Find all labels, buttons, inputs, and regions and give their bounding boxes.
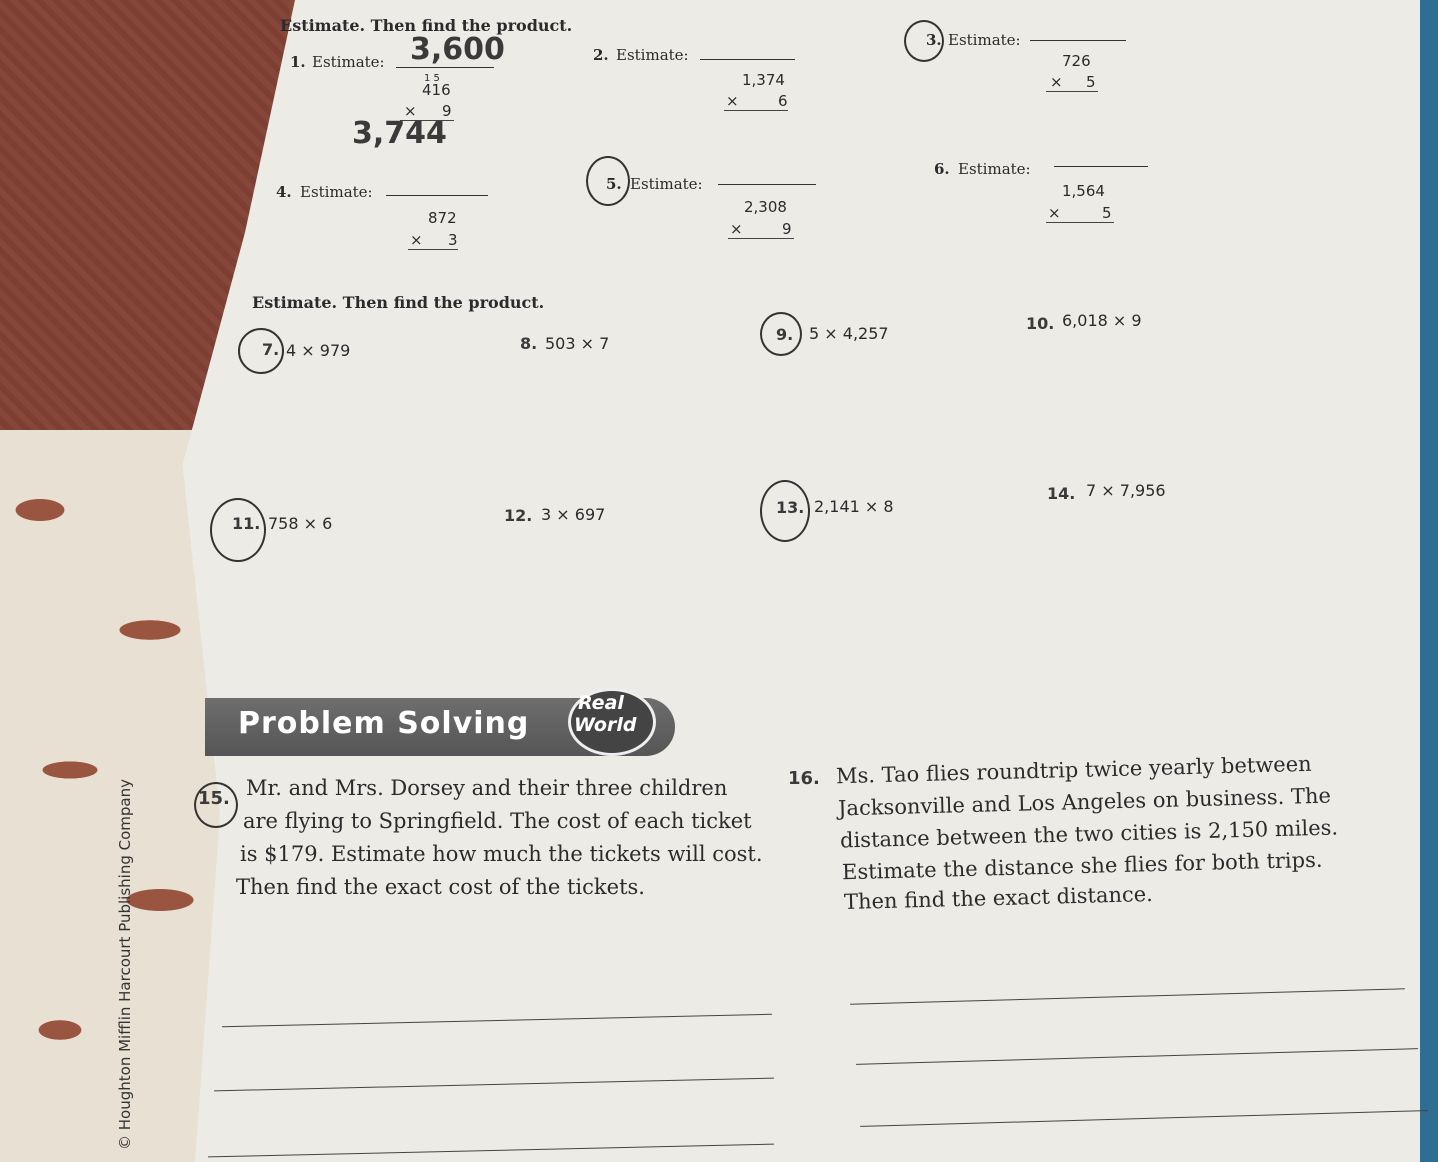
p2-times-sign: × — [726, 92, 739, 110]
p2-number: 2. — [593, 46, 609, 64]
copyright-notice: © Houghton Mifflin Harcourt Publishing Company — [116, 779, 134, 1150]
p1-multiplier: 9 — [442, 102, 452, 120]
p5-estimate-blank[interactable] — [718, 184, 816, 185]
real-world-badge-line2: World — [574, 714, 637, 736]
p16-line-2: Jacksonville and Los Angeles on business. The — [837, 783, 1332, 821]
p10-number: 10. — [1026, 314, 1055, 333]
p4-estimate-blank[interactable] — [386, 195, 488, 196]
section2-heading: Estimate. Then find the product. — [252, 293, 545, 312]
p12-number: 12. — [504, 506, 533, 525]
problem-solving-title: Problem Solving — [238, 706, 530, 741]
p12-expression: 3 × 697 — [541, 505, 606, 524]
p3-product-line — [1046, 91, 1098, 92]
p13-expression: 2,141 × 8 — [814, 497, 894, 516]
p3-estimate-blank[interactable] — [1030, 40, 1126, 41]
p5-number: 5. — [606, 175, 622, 193]
p3-number: 3. — [926, 31, 942, 49]
p2-product-line — [724, 110, 788, 111]
p5-estimate-label: Estimate: — [630, 175, 703, 193]
p16-line-1: Ms. Tao flies roundtrip twice yearly between — [835, 751, 1312, 789]
real-world-badge-line1: Real — [578, 692, 624, 714]
p11-number: 11. — [232, 514, 261, 533]
p6-multiplier: 5 — [1102, 204, 1112, 222]
p6-multiplicand: 1,564 — [1062, 182, 1105, 200]
p16-line-4: Estimate the distance she flies for both trips. — [841, 847, 1323, 885]
p11-expression: 758 × 6 — [268, 514, 333, 533]
p5-product-line — [728, 238, 794, 239]
p6-estimate-blank[interactable] — [1054, 166, 1148, 167]
p1-number: 1. — [290, 53, 306, 71]
p16-line-5: Then find the exact distance. — [843, 881, 1154, 915]
p10-expression: 6,018 × 9 — [1062, 311, 1142, 330]
p7-expression: 4 × 979 — [286, 341, 351, 360]
p6-product-line — [1046, 222, 1114, 223]
p1-multiplicand: 416 — [422, 81, 451, 99]
p15-number: 15. — [198, 788, 230, 809]
p6-times-sign: × — [1048, 204, 1061, 222]
p5-times-sign: × — [730, 220, 743, 238]
p3-multiplicand: 726 — [1062, 52, 1091, 70]
p4-product-line — [408, 249, 458, 250]
p1-carry-digits: 1 5 — [424, 73, 440, 84]
p14-expression: 7 × 7,956 — [1086, 481, 1166, 500]
p2-multiplicand: 1,374 — [742, 71, 785, 89]
p6-number: 6. — [934, 160, 950, 178]
p2-estimate-blank[interactable] — [700, 59, 795, 60]
p13-number: 13. — [776, 498, 805, 517]
p15-line-2: are flying to Springfield. The cost of each ticket — [243, 809, 752, 833]
p2-estimate-label: Estimate: — [616, 46, 689, 64]
p4-multiplier: 3 — [448, 231, 458, 249]
p1-times-sign: × — [404, 102, 417, 120]
p6-estimate-label: Estimate: — [958, 160, 1031, 178]
p15-line-4: Then find the exact cost of the tickets. — [236, 875, 645, 899]
worksheet-page — [170, 0, 1420, 1162]
p3-multiplier: 5 — [1086, 73, 1096, 91]
section1-heading: Estimate. Then find the product. — [280, 16, 573, 35]
p7-number: 7. — [262, 340, 280, 359]
p9-number: 9. — [776, 325, 794, 344]
p15-line-3: is $179. Estimate how much the tickets will cost. — [240, 842, 763, 866]
p9-expression: 5 × 4,257 — [809, 324, 889, 343]
p8-expression: 503 × 7 — [545, 334, 610, 353]
p8-number: 8. — [520, 334, 538, 353]
p14-number: 14. — [1047, 484, 1076, 503]
p1-estimate-blank[interactable] — [396, 67, 494, 68]
p3-estimate-label: Estimate: — [948, 31, 1021, 49]
p4-number: 4. — [276, 183, 292, 201]
p4-multiplicand: 872 — [428, 209, 457, 227]
p4-times-sign: × — [410, 231, 423, 249]
p15-line-1: Mr. and Mrs. Dorsey and their three children — [246, 776, 728, 800]
p1-estimate-label: Estimate: — [312, 53, 385, 71]
p3-times-sign: × — [1050, 73, 1063, 91]
p1-estimate-answer: 3,600 — [410, 32, 505, 67]
p16-number: 16. — [788, 768, 820, 789]
p4-estimate-label: Estimate: — [300, 183, 373, 201]
p16-line-3: distance between the two cities is 2,150 miles. — [839, 815, 1339, 853]
p5-multiplicand: 2,308 — [744, 198, 787, 216]
p5-multiplier: 9 — [782, 220, 792, 238]
p2-multiplier: 6 — [778, 92, 788, 110]
p1-product-answer: 3,744 — [352, 116, 447, 151]
